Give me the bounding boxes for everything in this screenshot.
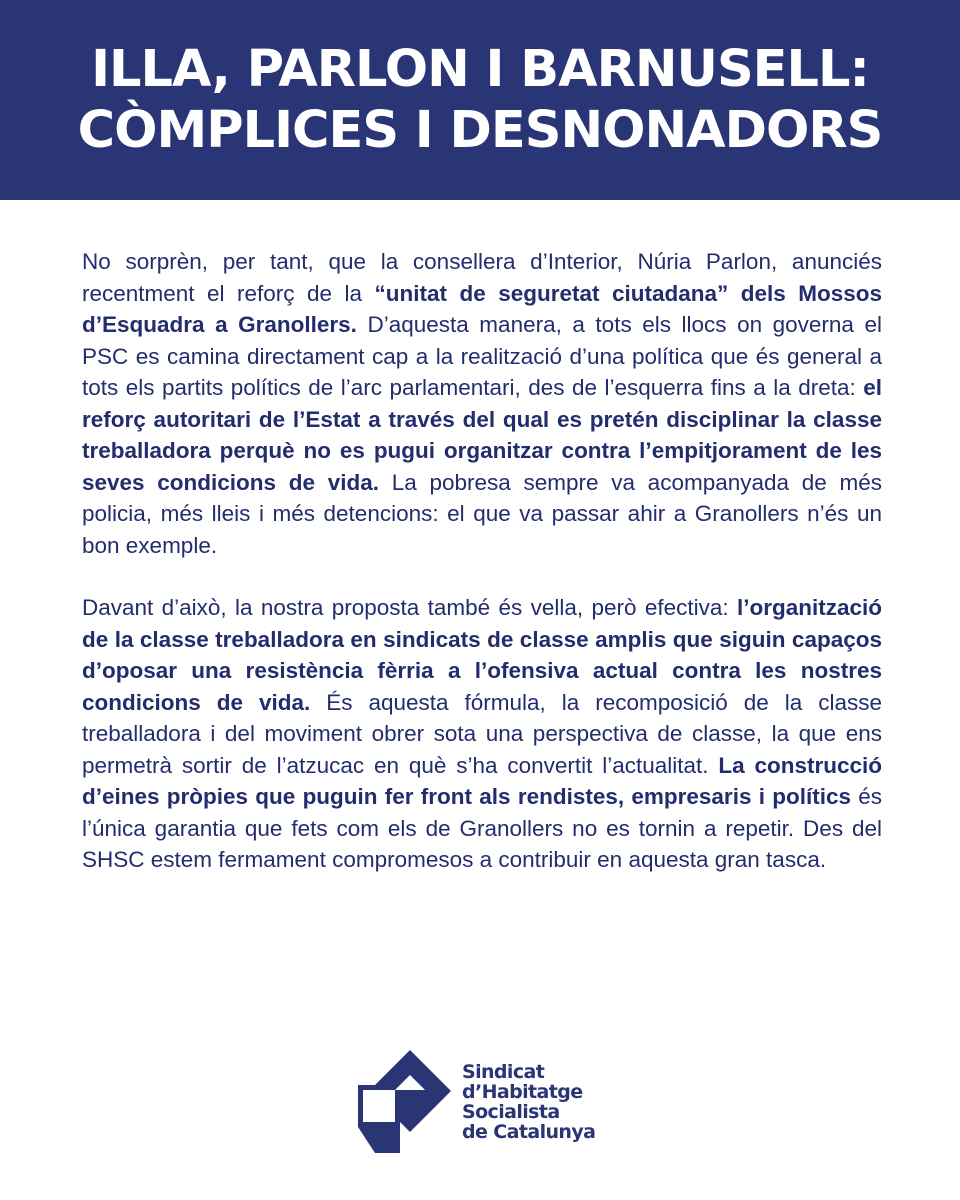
paragraph-2 bbox=[82, 592, 882, 876]
article-body bbox=[82, 246, 882, 907]
text-run: És aquesta fórmula, la recomposició de la classe treballadora i del moviment obrer sota una perspectiva de classe, la que ens permetrà sortir de l’atzucac en què s’ha convertit l’actualitat. bbox=[82, 689, 883, 778]
paragraph-1 bbox=[82, 246, 882, 561]
text-run: Davant d’això, la nostra proposta també és vella, però efectiva: bbox=[82, 595, 737, 620]
title-line-2: CÒMPLICES I DESNONADORS bbox=[77, 101, 883, 160]
title-banner bbox=[0, 0, 960, 200]
logo-line: Sindicat bbox=[462, 1061, 545, 1083]
bold-text-run: La construcció d’eines pròpies que puguin fer front als rendistes, empresaris i polítics bbox=[82, 752, 882, 809]
house-diamond-logo-icon bbox=[355, 1048, 453, 1156]
bold-text-run: el reforç autoritari de l’Estat a través del qual es pretén disciplinar la classe treballadora perquè no es pugui organitzar contra l’empitjorament de les seves condicions de vida. bbox=[82, 375, 882, 495]
logo-line: d’Habitatge bbox=[462, 1081, 583, 1103]
logo-line: Socialista bbox=[462, 1101, 560, 1123]
text-run: No sorprèn, per tant, que la consellera d’Interior, Núria Parlon, anunciés recentment el reforç de la bbox=[82, 249, 882, 306]
text-run: D’aquesta manera, a tots els llocs on governa el PSC es camina directament cap a la realització d’una política que és general a tots els partits polítics de l’arc parlamentari, des de l’esquerra fins a la dreta: bbox=[82, 312, 882, 400]
organization-logo bbox=[355, 1048, 625, 1158]
text-run: és l’única garantia que fets com els de Granollers no es tornin a repetir. Des del SHSC estem fermament compromesos a contribuir en aquesta gran tasca. bbox=[82, 784, 883, 872]
text-run: La pobresa sempre va acompanyada de més policia, més lleis i més detencions: el que va passar ahir a Granollers n’és un bon exemple. bbox=[82, 469, 882, 558]
bold-text-run: l’organització de la classe treballadora en sindicats de classe amplis que siguin capaços d’oposar una resistència fèrria a l’ofensiva actual contra les nostres condicions de vida. bbox=[82, 595, 882, 715]
logo-line: de Catalunya bbox=[462, 1121, 596, 1143]
bold-text-run: “unitat de seguretat ciutadana” dels Mossos d’Esquadra a Granollers. bbox=[82, 280, 882, 337]
title-line-1: ILLA, PARLON I BARNUSELL: bbox=[91, 40, 869, 99]
logo-wordmark bbox=[462, 1062, 595, 1142]
